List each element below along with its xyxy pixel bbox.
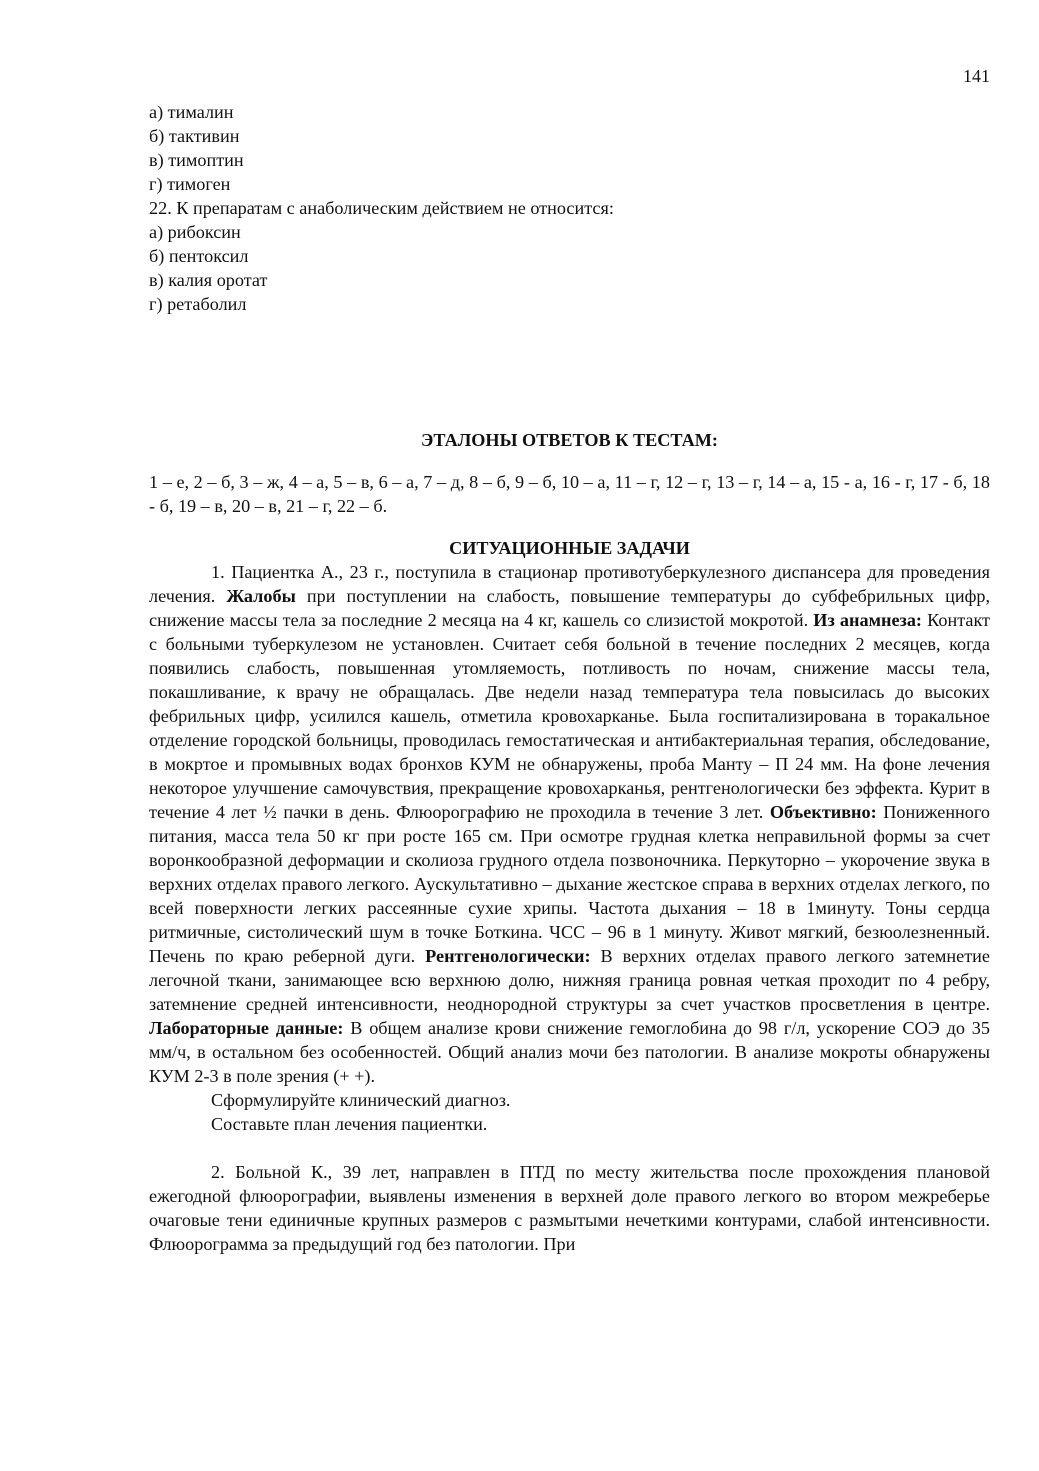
task-1-intro: 1. Пациентка А., 23 г., поступила в стационар противотуберкулезного диспансера для проведения лечения. [149,562,990,606]
q21-option-d: г) тимоген [149,174,231,194]
complaints-label: Жалобы [226,586,296,606]
q22-option-d: г) ретаболил [149,294,247,314]
page-content [149,100,990,1256]
task-1-instruction-plan: Составьте план лечения пациентки. [211,1114,488,1134]
q22-option-b: б) пентоксил [149,246,249,266]
q22-option-a: а) рибоксин [149,222,241,242]
objective-text: Пониженного питания, масса тела 50 кг при росте 165 см. При осмотре грудная клетка неправильной формы за счет воронкообразной деформации и сколиоза грудного отдела позвоночника. Перкуторно – укорочение звука в верхних отделах правого легкого. Аускультативно – дыхание жестское справа в верхних отделах легкого, по всей поверхности легких рассеянные сухие хрипы. Частота дыхания – 18 в 1минуту. Тоны сердца ритмичные, систолический шум в точке Боткина. ЧСС – 96 в 1 минуту. Живот мягкий, безюолезненный. Печень по краю реберной дуги. [149,802,990,966]
lab-label: Лабораторные данные: [149,1018,344,1038]
answers-text: 1 – е, 2 – б, 3 – ж, 4 – а, 5 – в, 6 – а, 7 – д, 8 – б, 9 – б, 10 – а, 11 – г, 12 – г, 13 – г, 14 – а, 15 - а, 16 - г, 17 - б, 18 - б, 19 – в, 20 – в, 21 – г, 22 – б. [149,472,990,516]
q22-option-c: в) калия оротат [149,270,268,290]
spacer [149,1136,990,1160]
answers-heading: ЭТАЛОНЫ ОТВЕТОВ К ТЕСТАМ: [421,430,718,450]
complaints-text: при поступлении на слабость, повышение температуры до субфебрильных цифр, снижение массы тела за последние 2 месяца на 4 кг, кашель со слизистой мокротой. [149,586,990,630]
task-2-paragraph: 2. Больной К., 39 лет, направлен в ПТД по месту жительства после прохождения плановой ежегодной флюорографии, выявлены изменения в верхней доле правого легкого во втором межреберье очаговые тени единичные крупных размеров с размытыми нечеткими контурами, слабой интенсивности. Флюорограмма за предыдущий год без патологии. При [149,1162,990,1254]
task-1-instruction-diagnosis: Сформулируйте клинический диагноз. [211,1090,511,1110]
xray-label: Рентгенологически: [425,946,591,966]
task-1-paragraph [149,560,990,1088]
xray-text: В верхних отделах правого легкого затемнетие легочной ткани, занимающее всю верхнюю долю, нижняя граница ровная четкая проходит по 4 ребру, затемнение средней интенсивности, неоднородной структуры за счет участков просветления в центре. [149,946,990,1014]
anamnesis-label: Из анамнеза: [813,610,922,630]
page-number: 141 [963,66,990,86]
objective-label: Объективно: [769,802,877,822]
lab-text: В общем анализе крови снижение гемоглобина до 98 г/л, ускорение СОЭ до 35 мм/ч, в остальном без особенностей. Общий анализ мочи без патологии. В анализе мокроты обнаружены КУМ 2-3 в поле зрения (+ +). [149,1018,990,1086]
spacer [149,316,990,428]
situational-tasks-heading: СИТУАЦИОННЫЕ ЗАДАЧИ [449,538,690,558]
q21-option-c: в) тимоптин [149,150,244,170]
q21-option-b: б) тактивин [149,126,240,146]
anamnesis-text: Контакт с больными туберкулезом не установлен. Считает себя больной в течение последних 2 месяцев, когда появились слабость, повышенная утомляемость, потливость по ночам, снижение массы тела, покашливание, к врачу не обращалась. Две недели назад температура тела повысилась до высоких фебрильных цифр, усилился кашель, отметила кровохарканье. Была госпитализирована в торакальное отделение городской больницы, проводилась гемостатическая и антибактериальная терапия, обследование, в мокртое и промывных водах бронхов КУМ не обнаружены, проба Манту – П 24 мм. На фоне лечения некоторое улучшение самочувствия, прекращение кровохарканья, рентгенологически без эффекта. Курит в течение 4 лет ½ пачки в день. Флюорографию не проходила в течение 3 лет. [149,610,990,822]
q21-option-a: а) тималин [149,102,234,122]
q22-question: 22. К препаратам с анаболическим действием не относится: [149,198,614,218]
